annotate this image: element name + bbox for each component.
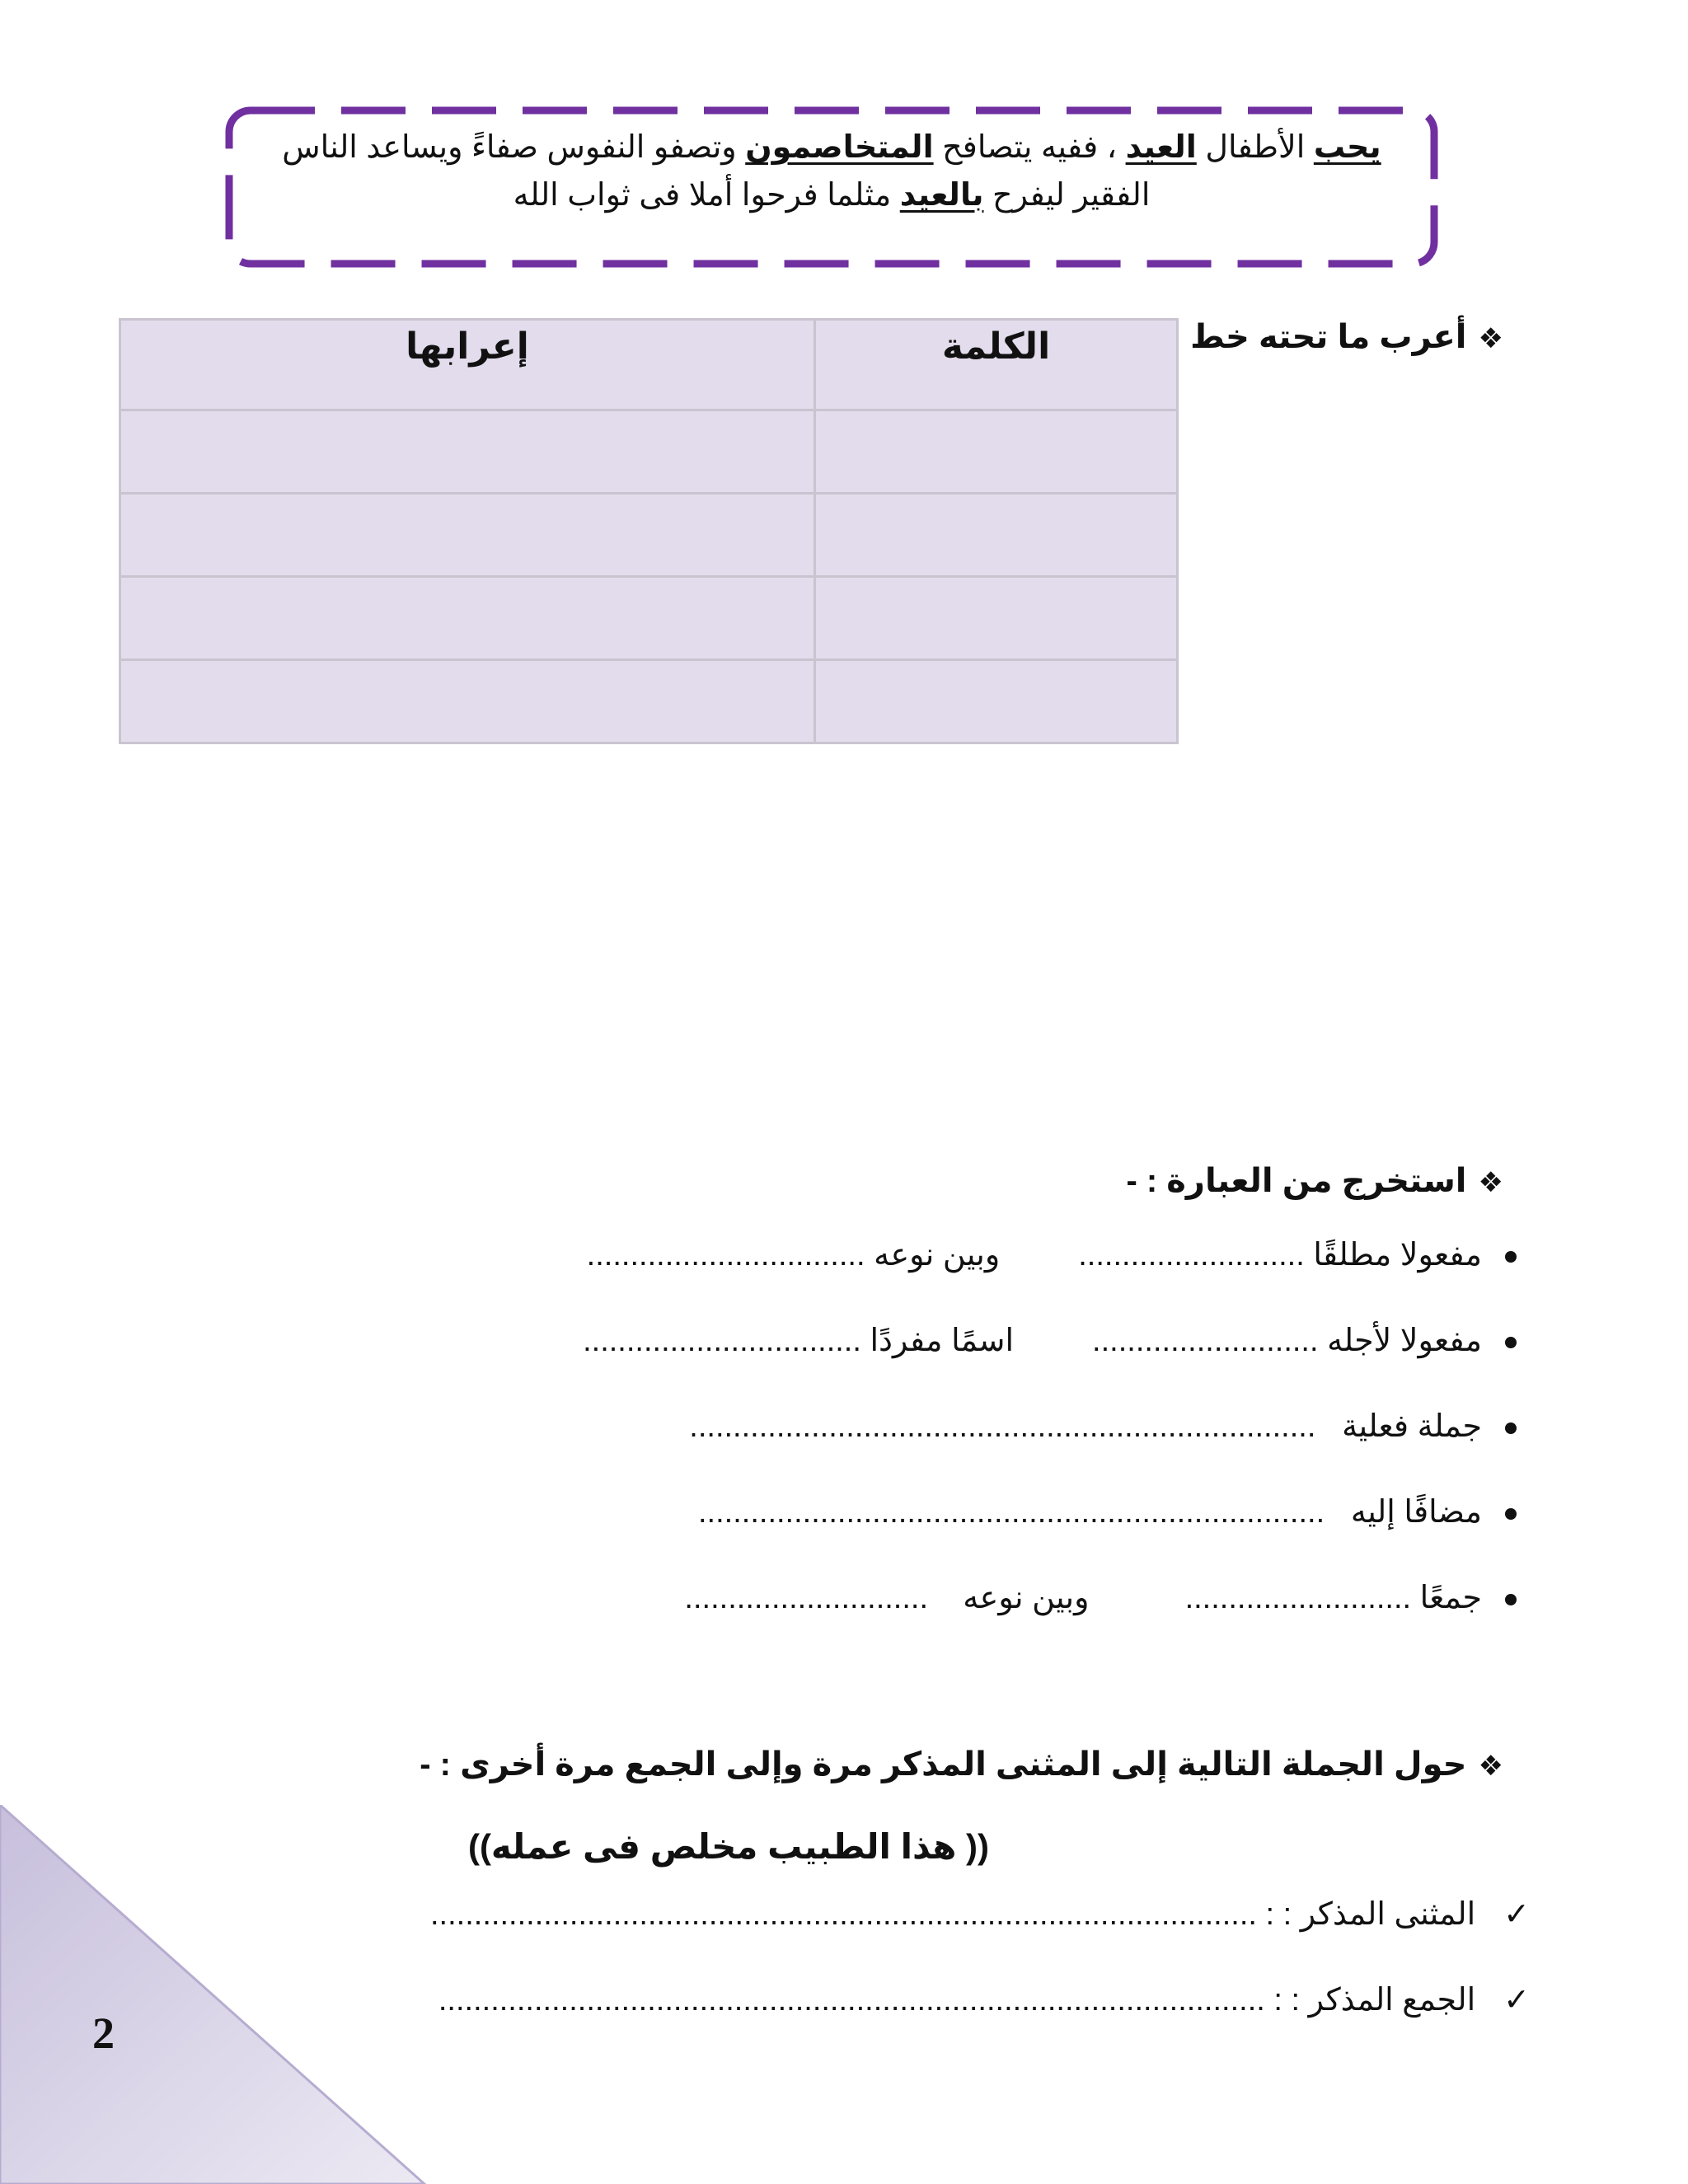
- passage-text: [247, 124, 1416, 219]
- q1-heading: [1190, 318, 1503, 356]
- table-row: [120, 577, 1178, 660]
- i3rab-table: [119, 318, 1179, 744]
- bullet-dot-icon: [1505, 1508, 1517, 1520]
- item-label: مفعولا مطلقًا: [1313, 1238, 1482, 1272]
- passage-segment: ، ففيه يتصافح: [933, 130, 1126, 165]
- word-cell[interactable]: [815, 577, 1178, 660]
- item-label: جملة فعلية: [1342, 1409, 1482, 1444]
- corner-decoration: [0, 1805, 429, 2184]
- q3-heading: [420, 1746, 1503, 1783]
- i3rab-cell[interactable]: [120, 410, 815, 494]
- bullet-dot-icon: [1505, 1251, 1517, 1263]
- answer-blank[interactable]: ...............................................................................................: [430, 1897, 1257, 1932]
- passage-segment: مثلما فرحوا أملا فى ثواب الله: [513, 178, 900, 213]
- answer-blank[interactable]: ............................: [684, 1581, 929, 1615]
- q2-heading: [1126, 1162, 1503, 1200]
- table-header-row: [120, 320, 1178, 410]
- table-row: [120, 660, 1178, 743]
- item-label: الجمع المذكر : :: [1273, 1983, 1476, 2018]
- check-mark-icon: ✓: [1503, 1897, 1530, 1932]
- answer-blank[interactable]: ................................: [586, 1238, 865, 1272]
- check-mark-icon: ✓: [1503, 1983, 1530, 2018]
- list-item: [363, 1322, 1517, 1408]
- word-cell[interactable]: [815, 410, 1178, 494]
- underlined-word-2: العيد: [1125, 130, 1197, 165]
- underlined-word-1: يحب: [1313, 130, 1381, 165]
- list-item: [363, 1493, 1517, 1579]
- passage-segment: وتصفو النفوس صفاءً ويساعد الناس الفقير ليفرح: [282, 130, 1151, 213]
- diamond-bullet-icon: ❖: [1478, 323, 1503, 354]
- answer-blank[interactable]: ................................: [583, 1324, 861, 1358]
- bullet-dot-icon: [1505, 1337, 1517, 1348]
- answer-blank[interactable]: ..........................: [1078, 1238, 1305, 1272]
- underlined-word-3: المتخاصمون: [745, 130, 934, 165]
- i3rab-cell[interactable]: [120, 494, 815, 577]
- header-word: الكلمة: [815, 320, 1178, 410]
- page-number: 2: [92, 2008, 115, 2058]
- word-cell[interactable]: [815, 660, 1178, 743]
- answer-blank[interactable]: ...............................................................................................: [438, 1983, 1265, 2018]
- table-row: [120, 494, 1178, 577]
- item-extra-label: وبين نوعه: [874, 1238, 1001, 1272]
- answer-blank[interactable]: ..........................: [1092, 1324, 1319, 1358]
- q2-title: استخرج من العبارة : -: [1126, 1163, 1467, 1199]
- item-label: جمعًا: [1419, 1581, 1482, 1615]
- q1-title: أعرب ما تحته خط: [1190, 319, 1467, 355]
- word-cell[interactable]: [815, 494, 1178, 577]
- extract-list: [363, 1236, 1517, 1665]
- q3-title: حول الجملة التالية إلى المثنى المذكر مرة وإلى الجمع مرة أخرى : -: [420, 1746, 1467, 1783]
- list-item: [363, 1408, 1517, 1493]
- list-item: [363, 1236, 1517, 1322]
- diamond-bullet-icon: ❖: [1478, 1167, 1503, 1198]
- target-sentence-text: (( هذا الطبيب مخلص فى عمله)): [467, 1827, 990, 1866]
- item-label: مفعولا لأجله: [1327, 1324, 1482, 1358]
- underlined-word-4: بالعيد: [899, 178, 984, 213]
- answer-blank[interactable]: ..........................: [1184, 1581, 1412, 1615]
- diamond-bullet-icon: ❖: [1478, 1750, 1503, 1782]
- item-extra-label: وبين نوعه: [963, 1581, 1090, 1615]
- item-label: مضافًا إليه: [1350, 1495, 1482, 1530]
- answer-blank[interactable]: ........................................................................: [697, 1495, 1325, 1530]
- passage-segment: الأطفال: [1196, 130, 1314, 165]
- table-row: [120, 410, 1178, 494]
- item-label: المثنى المذكر : :: [1265, 1897, 1476, 1932]
- bullet-dot-icon: [1505, 1594, 1517, 1605]
- item-extra-label: اسمًا مفردًا: [870, 1324, 1015, 1358]
- bullet-dot-icon: [1505, 1422, 1517, 1434]
- i3rab-cell[interactable]: [120, 660, 815, 743]
- answer-blank[interactable]: ........................................................................: [689, 1409, 1316, 1444]
- header-i3rab: إعرابها: [120, 320, 815, 410]
- i3rab-cell[interactable]: [120, 577, 815, 660]
- list-item: [363, 1579, 1517, 1665]
